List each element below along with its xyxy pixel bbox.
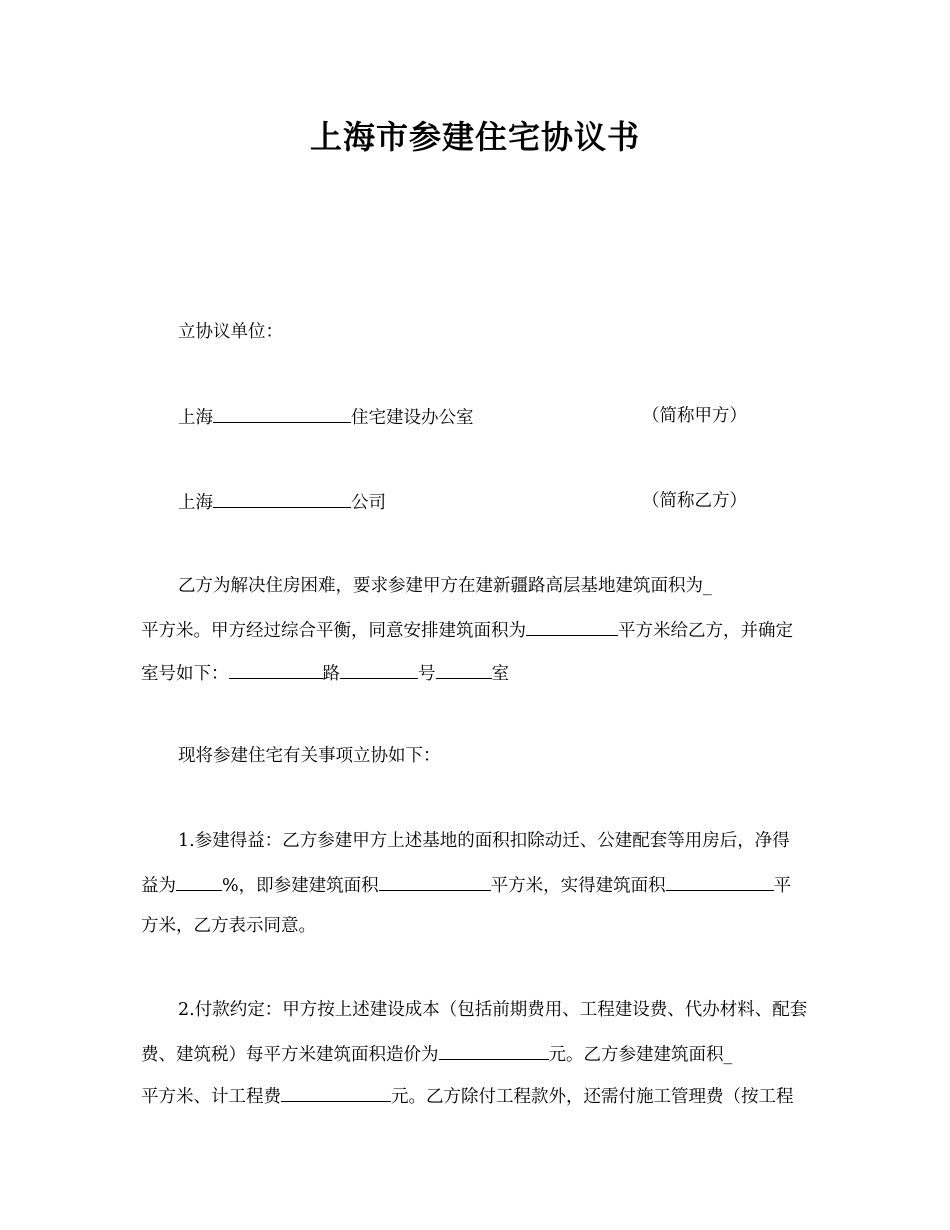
intro-text-3d: 室 — [491, 664, 509, 684]
unit-cost-blank — [439, 1041, 549, 1060]
party-a-suffix: 住宅建设办公室 — [351, 408, 474, 428]
room-blank — [436, 660, 492, 679]
clause-1-line-2 — [141, 872, 791, 898]
intro-text-3b: 路 — [322, 664, 340, 684]
clause-2-line-1: 2.付款约定：甲方按上述建设成本（包括前期费用、工程建设费、代办材料、配套 — [178, 1000, 808, 1020]
clause-1-line-1: 1.参建得益：乙方参建甲方上述基地的面积扣除动迁、公建配套等用房后，净得 — [178, 831, 790, 851]
clause-1-text-2a: 益为 — [141, 876, 176, 896]
number-blank — [340, 660, 418, 679]
clause-2-text-3a: 平方米、计工程费 — [141, 1087, 281, 1107]
party-a-blank — [213, 404, 351, 423]
clause-2-text-3b: 元。乙方除付工程款外，还需付施工管理费（按工程 — [391, 1087, 794, 1107]
party-a-prefix: 上海 — [178, 408, 213, 428]
intro-line-2 — [141, 617, 793, 643]
clause-2-line-3 — [141, 1083, 794, 1109]
clause-2-text-2b: 元。乙方参建建筑面积_ — [548, 1045, 733, 1065]
clause-1-line-3: 方米，乙方表示同意。 — [141, 916, 316, 936]
clause-2-line-2 — [141, 1041, 732, 1067]
intro-area-blank — [526, 617, 618, 636]
clause-1-text-2c: 平方米，实得建筑面积 — [490, 876, 666, 896]
document-title: 上海市参建住宅协议书 — [309, 118, 640, 156]
party-a-note: （简称甲方） — [642, 406, 747, 426]
intro-text-3a: 室号如下： — [141, 664, 229, 684]
intro-line-3 — [141, 660, 509, 686]
road-blank — [229, 660, 323, 679]
intro-text-3c: 号 — [418, 664, 436, 684]
engineering-fee-blank — [281, 1083, 391, 1102]
actual-area-blank — [666, 872, 774, 891]
parties-heading: 立协议单位： — [178, 322, 283, 342]
party-b-prefix: 上海 — [178, 493, 213, 513]
clause-1-text-2d: 平 — [773, 876, 792, 896]
intro-text-2a: 平方米。甲方经过综合平衡，同意安排建筑面积为 — [141, 621, 526, 641]
intro-text-2b: 平方米给乙方，并确定 — [618, 621, 793, 641]
party-b-line — [178, 489, 386, 515]
section-heading: 现将参建住宅有关事项立协如下： — [178, 746, 441, 766]
participation-area-blank — [379, 872, 491, 891]
intro-line-1: 乙方为解决住房困难，要求参建甲方在建新疆路高层基地建筑面积为_ — [178, 576, 712, 596]
party-b-note: （简称乙方） — [642, 491, 747, 511]
clause-2-text-2a: 费、建筑税）每平方米建筑面积造价为 — [141, 1045, 439, 1065]
clause-1-text-2b: %，即参建建筑面积 — [222, 876, 379, 896]
party-b-blank — [213, 489, 351, 508]
party-a-line — [178, 404, 474, 430]
percent-blank — [176, 872, 222, 891]
party-b-suffix: 公司 — [351, 493, 386, 513]
